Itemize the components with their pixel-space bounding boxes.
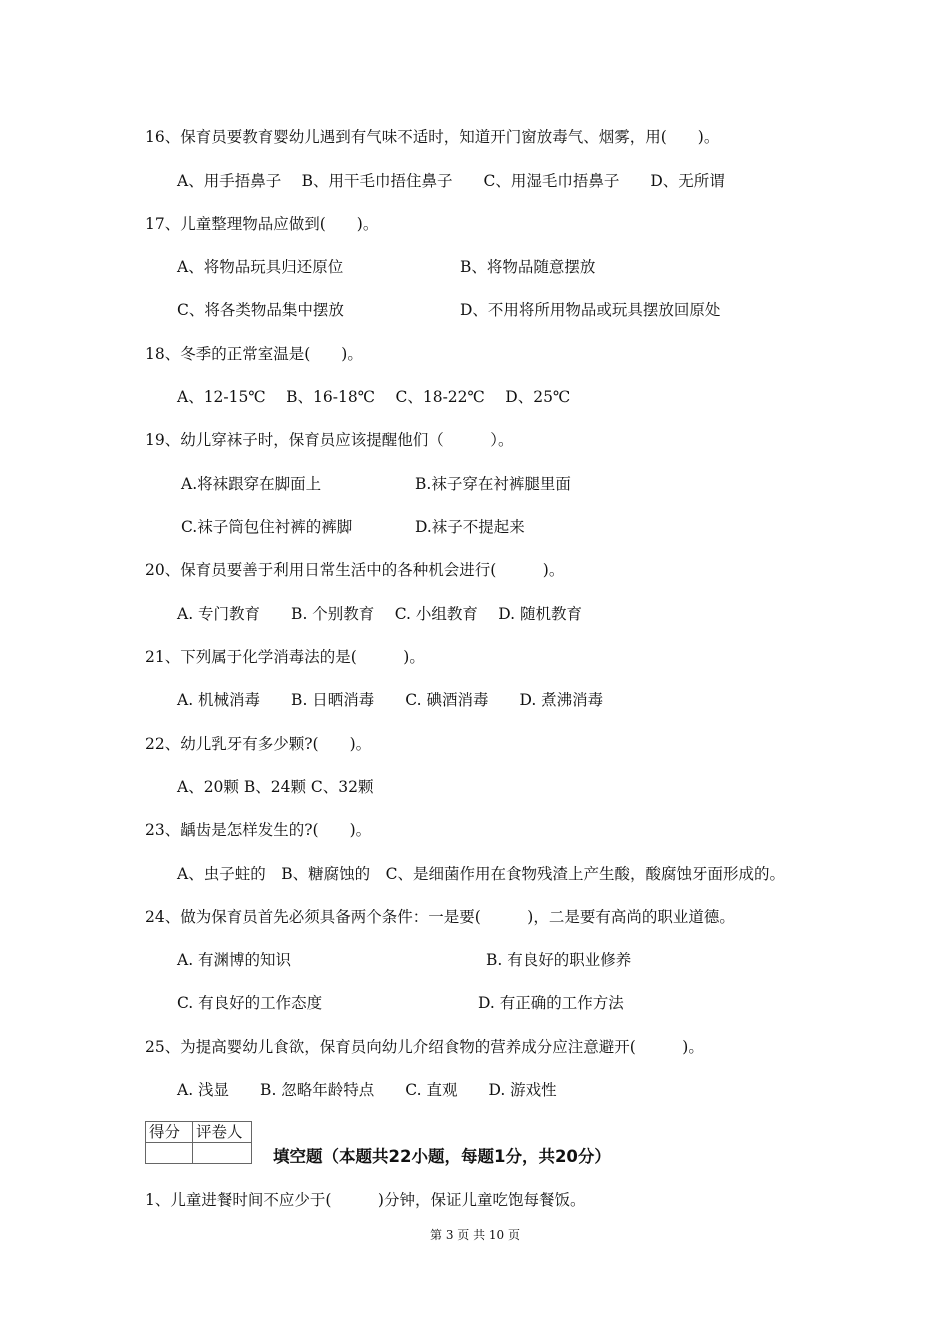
question-21: 21、下列属于化学消毒法的是( )。 bbox=[145, 648, 425, 666]
question-22: 22、幼儿乳牙有多少颗?( )。 bbox=[145, 735, 372, 753]
question-19-option-a: A.将袜跟穿在脚面上 bbox=[181, 475, 322, 493]
question-19-option-d: D.袜子不提起来 bbox=[415, 518, 525, 536]
question-17-option-b: B、将物品随意摆放 bbox=[460, 258, 596, 276]
question-20-options: A. 专门教育 B. 个别教育 C. 小组教育 D. 随机教育 bbox=[177, 605, 583, 623]
question-24-option-a: A. 有渊博的知识 bbox=[177, 951, 292, 969]
question-22-options: A、20颗 B、24颗 C、32颗 bbox=[177, 778, 374, 796]
question-25-options: A. 浅显 B. 忽略年龄特点 C. 直观 D. 游戏性 bbox=[177, 1081, 557, 1099]
section-title: 填空题（本题共22小题，每题1分，共20分） bbox=[273, 1147, 611, 1166]
question-23: 23、龋齿是怎样发生的?( )。 bbox=[145, 821, 372, 839]
score-label: 得分 bbox=[146, 1122, 193, 1143]
question-17-option-c: C、将各类物品集中摆放 bbox=[177, 301, 344, 319]
question-20: 20、保育员要善于利用日常生活中的各种机会进行( )。 bbox=[145, 561, 565, 579]
question-19-option-b: B.袜子穿在衬裤腿里面 bbox=[415, 475, 571, 493]
question-16: 16、保育员要教育婴幼儿遇到有气味不适时，知道开门窗放毒气、烟雾，用( )。 bbox=[145, 128, 720, 146]
score-table bbox=[145, 1121, 252, 1164]
question-17-option-d: D、不用将所用物品或玩具摆放回原处 bbox=[460, 301, 721, 319]
question-24-option-d: D. 有正确的工作方法 bbox=[478, 994, 624, 1012]
question-21-options: A. 机械消毒 B. 日晒消毒 C. 碘酒消毒 D. 煮沸消毒 bbox=[177, 691, 604, 709]
question-17: 17、儿童整理物品应做到( )。 bbox=[145, 215, 379, 233]
question-23-options: A、虫子蛀的 B、糖腐蚀的 C、是细菌作用在食物残渣上产生酸，酸腐蚀牙面形成的。 bbox=[177, 865, 785, 883]
question-24: 24、做为保育员首先必须具备两个条件：一是要( )，二是要有高尚的职业道德。 bbox=[145, 908, 735, 926]
fill-question-1: 1、儿童进餐时间不应少于( )分钟，保证儿童吃饱每餐饭。 bbox=[145, 1191, 586, 1209]
grader-cell bbox=[193, 1143, 252, 1164]
question-24-option-b: B. 有良好的职业修养 bbox=[486, 951, 632, 969]
question-24-option-c: C. 有良好的工作态度 bbox=[177, 994, 323, 1012]
question-18-options: A、12-15℃ B、16-18℃ C、18-22℃ D、25℃ bbox=[177, 388, 571, 406]
score-cell bbox=[146, 1143, 193, 1164]
question-25: 25、为提高婴幼儿食欲，保育员向幼儿介绍食物的营养成分应注意避开( )。 bbox=[145, 1038, 704, 1056]
question-17-option-a: A、将物品玩具归还原位 bbox=[177, 258, 344, 276]
question-16-options: A、用手捂鼻子 B、用干毛巾捂住鼻子 C、用湿毛巾捂鼻子 D、无所谓 bbox=[177, 172, 725, 190]
question-19: 19、幼儿穿袜子时，保育员应该提醒他们（ ）。 bbox=[145, 431, 514, 449]
page-footer: 第 3 页 共 10 页 bbox=[430, 1228, 520, 1242]
grader-label: 评卷人 bbox=[193, 1122, 252, 1143]
question-18: 18、冬季的正常室温是( )。 bbox=[145, 345, 363, 363]
question-19-option-c: C.袜子筒包住衬裤的裤脚 bbox=[181, 518, 353, 536]
